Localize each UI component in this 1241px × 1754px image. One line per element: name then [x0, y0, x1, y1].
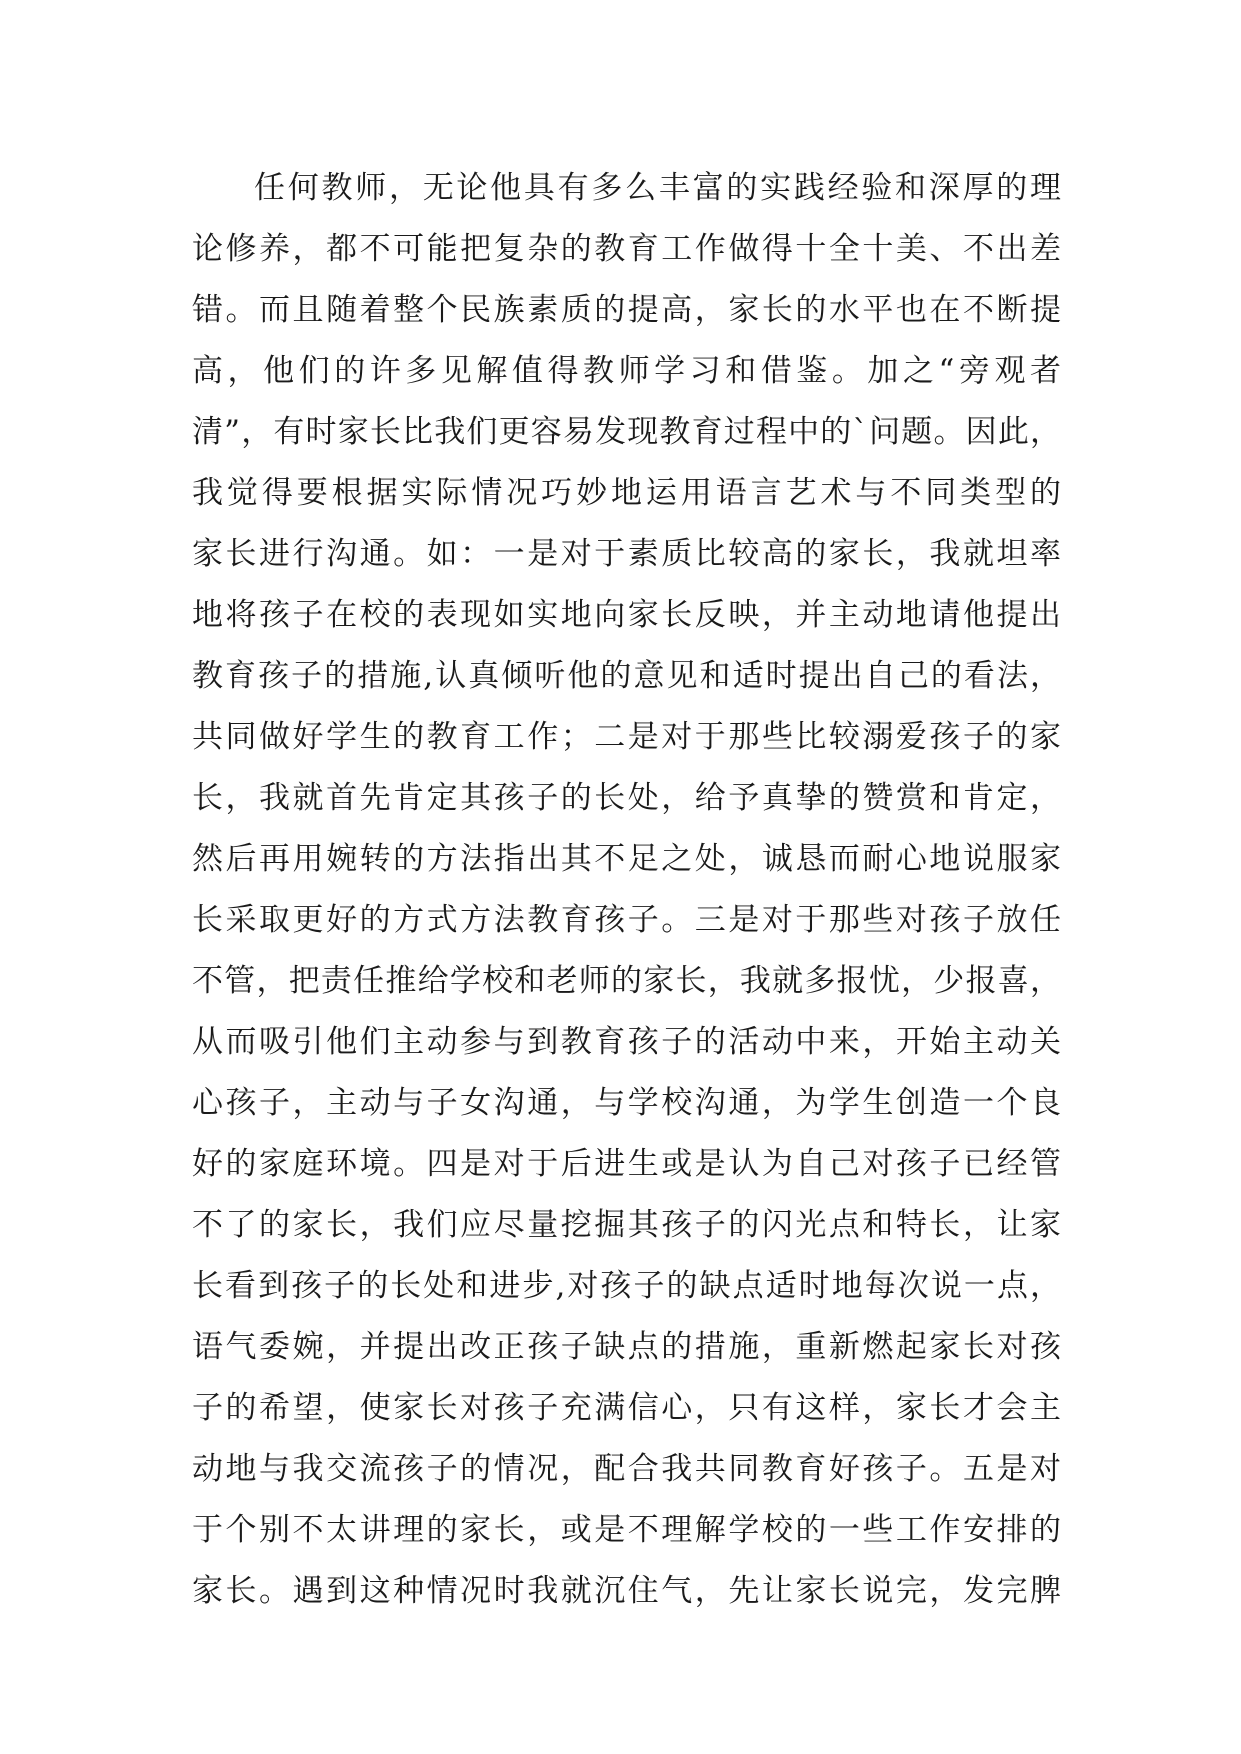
- paragraph-line: 论修养，都不可能把复杂的教育工作做得十全十美、不出差: [192, 231, 1062, 267]
- paragraph-line: 于个别不太讲理的家长，或是不理解学校的一些工作安排的: [192, 1512, 1062, 1548]
- paragraph-line: 高，他们的许多见解值得教师学习和借鉴。加之“旁观者: [192, 353, 1062, 389]
- paragraph-line: 地将孩子在校的表现如实地向家长反映，并主动地请他提出: [192, 597, 1062, 633]
- paragraph-line: 我觉得要根据实际情况巧妙地运用语言艺术与不同类型的: [192, 475, 1062, 511]
- paragraph-line: 错。而且随着整个民族素质的提高，家长的水平也在不断提: [192, 292, 1062, 328]
- paragraph-line: 语气委婉，并提出改正孩子缺点的措施，重新燃起家长对孩: [192, 1329, 1062, 1365]
- paragraph-line: 清”，有时家长比我们更容易发现教育过程中的`问题。因此，: [192, 414, 1062, 450]
- paragraph-line: 任何教师，无论他具有多么丰富的实践经验和深厚的理: [254, 170, 1062, 206]
- paragraph-line: 心孩子，主动与子女沟通，与学校沟通，为学生创造一个良: [192, 1085, 1062, 1121]
- paragraph-line: 教育孩子的措施,认真倾听他的意见和适时提出自己的看法，: [192, 658, 1062, 694]
- paragraph-line: 共同做好学生的教育工作；二是对于那些比较溺爱孩子的家: [192, 719, 1062, 755]
- paragraph-line: 好的家庭环境。四是对于后进生或是认为自己对孩子已经管: [192, 1146, 1062, 1182]
- paragraph-line: 不了的家长，我们应尽量挖掘其孩子的闪光点和特长，让家: [192, 1207, 1062, 1243]
- paragraph-line: 长看到孩子的长处和进步,对孩子的缺点适时地每次说一点，: [192, 1268, 1062, 1304]
- body-paragraph: [192, 158, 1062, 1622]
- paragraph-line: 子的希望，使家长对孩子充满信心，只有这样，家长才会主: [192, 1390, 1062, 1426]
- paragraph-line: 家长进行沟通。如：一是对于素质比较高的家长，我就坦率: [192, 536, 1062, 572]
- paragraph-line: 然后再用婉转的方法指出其不足之处，诚恳而耐心地说服家: [192, 841, 1062, 877]
- paragraph-line: 家长。遇到这种情况时我就沉住气，先让家长说完，发完脾: [192, 1573, 1062, 1609]
- paragraph-line: 长，我就首先肯定其孩子的长处，给予真挚的赞赏和肯定，: [192, 780, 1062, 816]
- paragraph-line: 动地与我交流孩子的情况，配合我共同教育好孩子。五是对: [192, 1451, 1062, 1487]
- paragraph-line: 从而吸引他们主动参与到教育孩子的活动中来，开始主动关: [192, 1024, 1062, 1060]
- paragraph-line: 不管，把责任推给学校和老师的家长，我就多报忧，少报喜，: [192, 963, 1062, 999]
- paragraph-line: 长采取更好的方式方法教育孩子。三是对于那些对孩子放任: [192, 902, 1062, 938]
